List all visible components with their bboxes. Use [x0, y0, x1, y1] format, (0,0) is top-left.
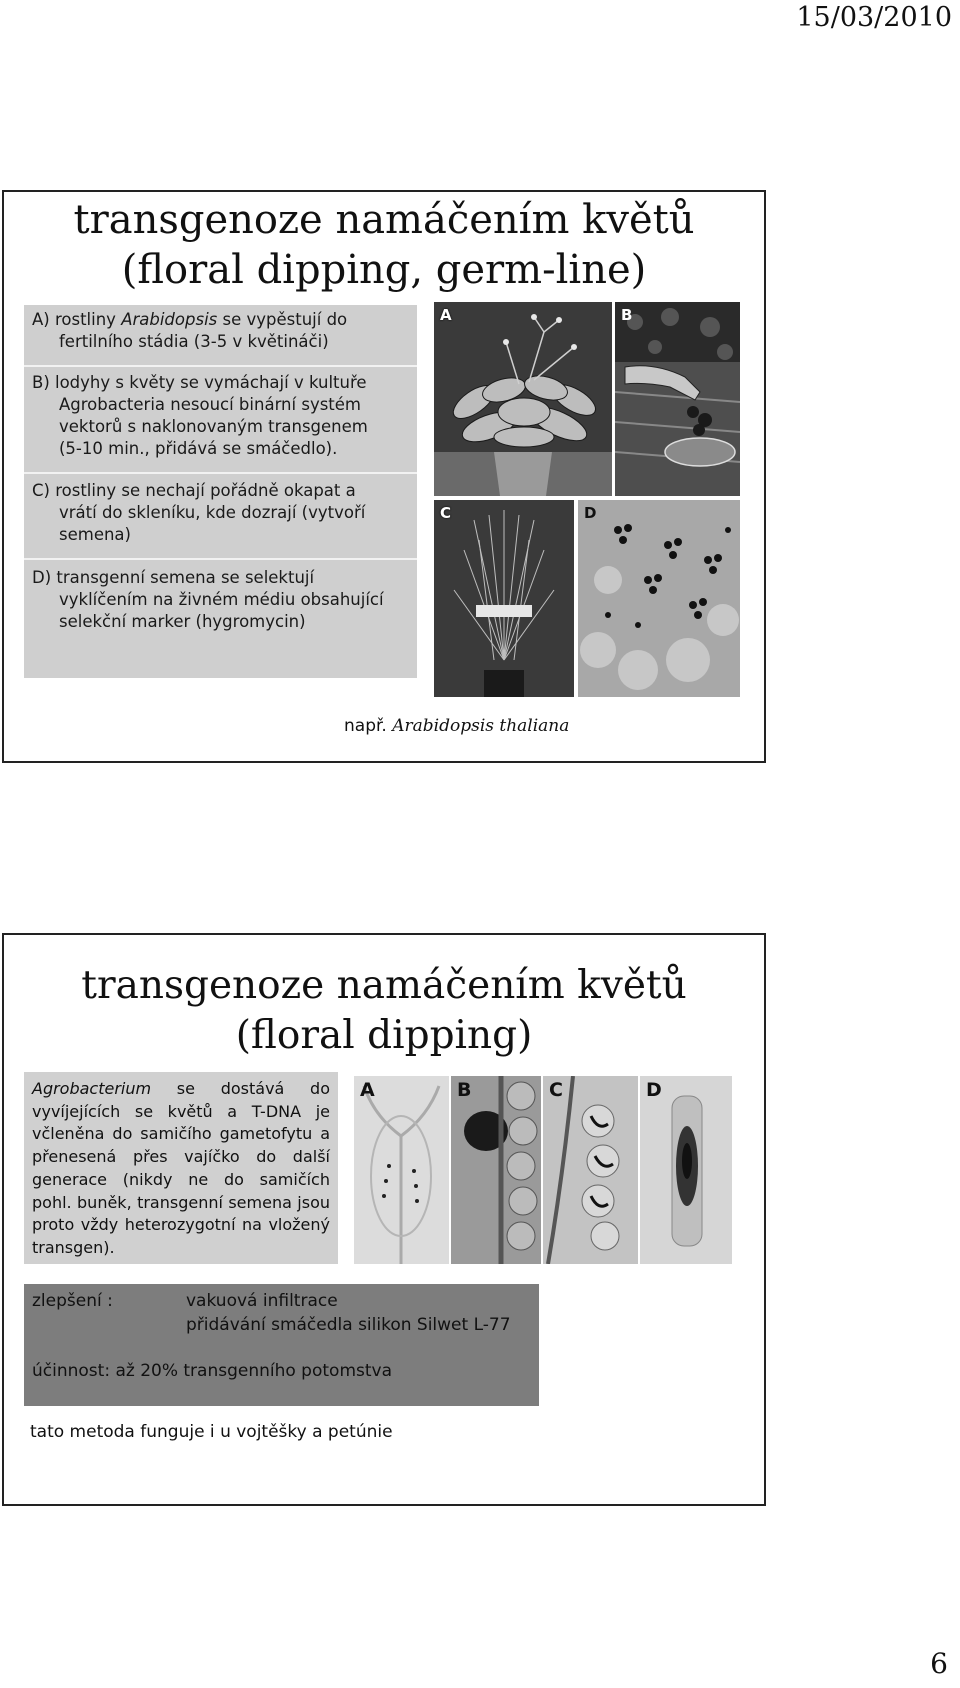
- photo-a-drawing: [434, 302, 612, 496]
- photo-d-label: D: [584, 504, 597, 522]
- caption-species: Arabidopsis thaliana: [392, 716, 570, 736]
- micro-b-label: B: [457, 1079, 472, 1101]
- slide-1: [2, 190, 766, 763]
- micro-a-drawing: [354, 1076, 449, 1264]
- step-c-line-1: C) rostliny se nechají pořádně okapat a: [32, 481, 356, 500]
- step-c-line-2: vrátí do skleníku, kde dozrají (vytvoří: [59, 503, 366, 522]
- description-panel: [24, 1072, 338, 1264]
- step-a: [32, 309, 412, 353]
- step-a-suffix: se vypěstují do: [217, 310, 348, 329]
- step-b-line-1: B) lodyhy s květy se vymáchají v kultuře: [32, 373, 367, 392]
- step-d: [32, 567, 412, 633]
- micro-photo-b: [451, 1076, 541, 1264]
- photo-b-label: B: [621, 306, 633, 324]
- description-paragraph: [32, 1078, 330, 1260]
- efficiency-text: účinnost: až 20% transgenního potomstva: [32, 1361, 393, 1381]
- photo-a-label: A: [440, 306, 452, 324]
- micro-photo-c: [543, 1076, 638, 1264]
- micro-photo-a: [354, 1076, 449, 1264]
- caption-prefix: např.: [344, 716, 393, 736]
- step-b-line-3: vektorů s naklonovaným transgenem: [59, 417, 368, 436]
- step-d-line-3: selekční marker (hygromycin): [59, 612, 306, 631]
- improvements-box: [24, 1284, 539, 1406]
- improvement-1: vakuová infiltrace: [186, 1291, 338, 1311]
- step-d-line-1: D) transgenní semena se selektují: [32, 568, 315, 587]
- photo-b-dipping: [615, 302, 740, 496]
- micro-d-label: D: [646, 1079, 662, 1101]
- micro-c-drawing: [543, 1076, 638, 1264]
- photo-a-potted-plant: [434, 302, 612, 496]
- applicability-note: tato metoda funguje i u vojtěšky a petúnie: [30, 1422, 393, 1442]
- step-a-italic: Arabidopsis: [121, 310, 218, 329]
- step-b-line-4: (5-10 min., přidává se smáčedlo).: [59, 439, 338, 458]
- photo-caption: [344, 716, 569, 736]
- slide-2-title-line-1: transgenoze namáčením květů: [81, 963, 687, 1008]
- step-divider: [24, 472, 417, 474]
- description-italic: Agrobacterium: [32, 1079, 152, 1098]
- step-b-line-2: Agrobacteria nesoucí binární systém: [59, 395, 361, 414]
- steps-panel: [24, 305, 417, 678]
- step-divider: [24, 558, 417, 560]
- step-c-line-3: semena): [59, 525, 131, 544]
- photo-c-label: C: [440, 504, 452, 522]
- page-date: 15/03/2010: [796, 2, 952, 33]
- slide-1-title: [4, 195, 764, 295]
- micro-b-drawing: [451, 1076, 541, 1264]
- slide-2: [2, 933, 766, 1506]
- micro-photo-d: [640, 1076, 732, 1264]
- micro-c-label: C: [549, 1079, 563, 1101]
- description-text: se dostává do vyvíjejících se květů a T-DNA je včleněna do samičího gametofytu a přenesená přes vajíčko do další generace (nikdy ne do samičích pohl. buněk, transgenní semena jsou proto vždy heterozygotní na vložený transgen).: [32, 1079, 330, 1257]
- step-a-line-2: fertilního stádia (3-5 v květináči): [59, 332, 329, 351]
- micro-a-label: A: [360, 1079, 375, 1101]
- step-b: [32, 372, 412, 460]
- step-c: [32, 480, 412, 546]
- slide-2-title: [4, 961, 764, 1061]
- photo-c-drawing: [434, 500, 574, 697]
- page-number: 6: [930, 1647, 948, 1680]
- step-divider: [24, 365, 417, 367]
- slide-1-title-line-2: (floral dipping, germ-line): [121, 247, 647, 293]
- micro-d-drawing: [640, 1076, 732, 1264]
- photo-c-dried-plants: [434, 500, 574, 697]
- step-d-line-2: vyklíčením na živném médiu obsahující: [59, 590, 384, 609]
- step-a-prefix: A) rostliny: [32, 310, 122, 329]
- photo-d-drawing: [578, 500, 740, 697]
- slide-1-title-line-1: transgenoze namáčením květů: [73, 197, 695, 243]
- photo-d-seedlings: [578, 500, 740, 697]
- improvement-2: přidávání smáčedla silikon Silwet L-77: [186, 1315, 511, 1335]
- improvements-label: zlepšení :: [32, 1291, 113, 1311]
- photo-b-drawing: [615, 302, 740, 496]
- slide-2-title-line-2: (floral dipping): [235, 1013, 533, 1058]
